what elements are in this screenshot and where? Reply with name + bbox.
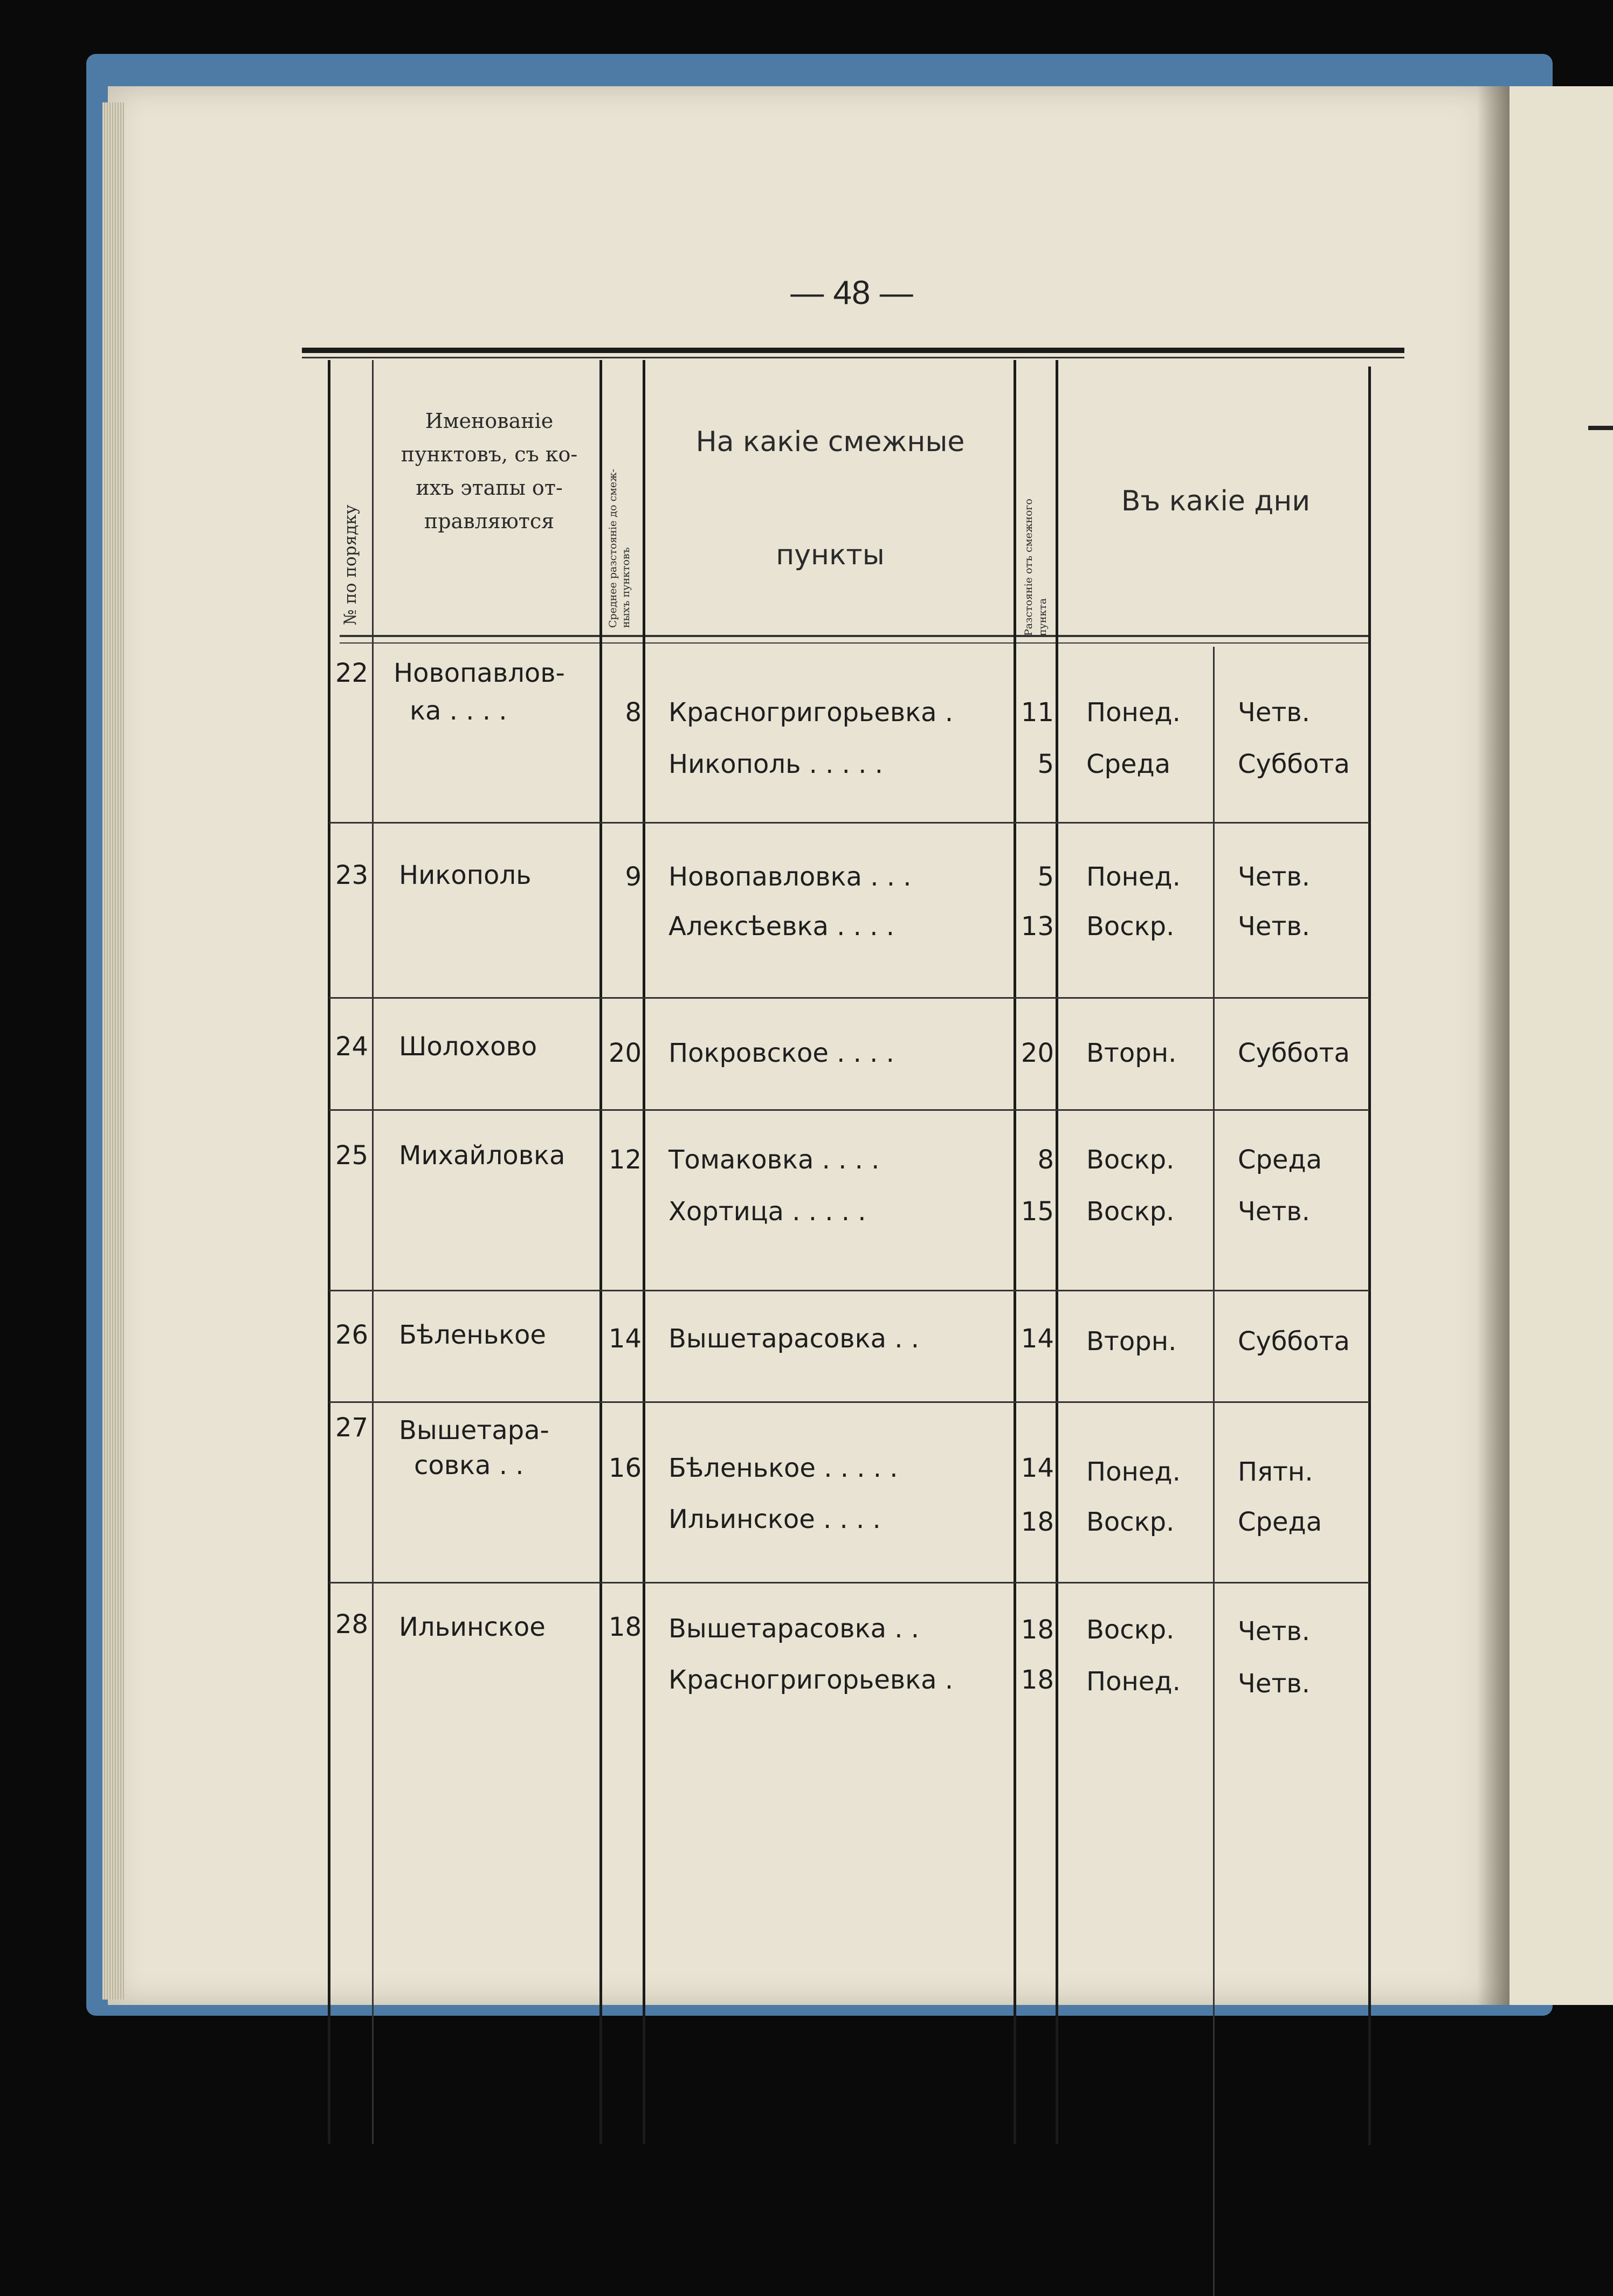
header-name-line: пунктовъ, съ ко- [401, 442, 578, 466]
destination: Алексѣевка . . . . [668, 911, 894, 942]
header-distance [1022, 499, 1050, 636]
distance: 20 [1021, 1038, 1054, 1068]
row-number: 22 [335, 658, 369, 688]
page-number: — 48 — [790, 274, 913, 312]
day: Воскр. [1086, 911, 1175, 942]
header-bottom-rule-2 [340, 642, 1369, 644]
col-rule-3 [599, 360, 602, 2144]
distance: 18 [1021, 1615, 1054, 1645]
destination: Вышетарасовка . . [668, 1614, 920, 1644]
point-name: Михайловка [399, 1140, 566, 1171]
header-distance-line: пункта [1037, 598, 1049, 636]
distance: 15 [1021, 1197, 1054, 1227]
avg-distance: 12 [608, 1145, 642, 1175]
point-name: Бѣленькое [399, 1320, 546, 1350]
header-avg-distance [606, 469, 632, 628]
day: Понед. [1086, 697, 1181, 728]
distance: 5 [1037, 862, 1054, 892]
col-rule-5 [1014, 360, 1016, 2144]
table-top-rule-thin [302, 357, 1404, 358]
distance: 14 [1021, 1453, 1054, 1483]
row-number: 26 [335, 1320, 369, 1350]
point-name: ка . . . . [410, 696, 507, 726]
row-number: 27 [335, 1413, 369, 1443]
day: Четв. [1238, 862, 1310, 892]
header-avg-line: Среднее разстояніе до смеж- [607, 468, 619, 628]
day: Четв. [1238, 1616, 1310, 1647]
col-rule-1 [328, 360, 330, 2144]
day: Четв. [1238, 911, 1310, 942]
header-adjacent-line: На какіе смежные [695, 426, 965, 458]
row-number: 24 [335, 1032, 369, 1062]
distance: 13 [1021, 911, 1054, 942]
day: Понед. [1086, 1457, 1181, 1487]
day: Воскр. [1086, 1507, 1175, 1537]
table-top-rule [302, 348, 1404, 353]
point-name: Вышетара- [399, 1415, 549, 1446]
point-name: Ильинское [399, 1612, 546, 1642]
distance: 5 [1037, 749, 1054, 779]
day: Четв. [1238, 1197, 1310, 1227]
day: Четв. [1238, 1669, 1310, 1699]
header-days: Въ какіе дни [1121, 485, 1311, 517]
header-name [377, 404, 601, 538]
row-number: 23 [335, 860, 369, 890]
destination: Красногригорьевка . [668, 1665, 954, 1695]
day: Понед. [1086, 1666, 1181, 1697]
header-avg-line: ныхъ пунктовъ [620, 547, 632, 628]
header-adjacent-line: пункты [776, 539, 885, 571]
day: Суббота [1238, 749, 1350, 779]
point-name: Новопавлов- [394, 658, 565, 688]
row-number: 25 [335, 1140, 369, 1171]
col-rule-7 [1368, 366, 1371, 2145]
avg-distance: 14 [608, 1324, 642, 1354]
distance: 14 [1021, 1324, 1054, 1354]
row-separator [329, 1109, 1369, 1111]
col-rule-6 [1056, 360, 1058, 2144]
avg-distance: 20 [608, 1038, 642, 1068]
avg-distance: 18 [608, 1612, 642, 1642]
row-separator [329, 997, 1369, 999]
destination: Вышетарасовка . . [668, 1324, 920, 1354]
header-distance-line: Разстояніе отъ смежного [1023, 499, 1035, 636]
distance: 11 [1021, 697, 1054, 728]
header-name-line: ихъ этапы от- [416, 476, 563, 500]
day: Воскр. [1086, 1615, 1175, 1645]
day: Воскр. [1086, 1145, 1175, 1175]
destination: Ильинское . . . . [668, 1504, 881, 1534]
day: Воскр. [1086, 1197, 1175, 1227]
distance: 18 [1021, 1507, 1054, 1537]
avg-distance: 8 [625, 697, 642, 728]
destination: Новопавловка . . . [668, 862, 912, 892]
destination: Никополь . . . . . [668, 749, 883, 779]
row-separator [329, 1582, 1369, 1583]
day: Суббота [1238, 1038, 1350, 1068]
header-name-line: правляются [424, 509, 555, 533]
point-name: совка . . [414, 1450, 524, 1481]
day: Пятн. [1238, 1457, 1313, 1487]
distance: 18 [1021, 1665, 1054, 1695]
destination: Хортица . . . . . [668, 1197, 866, 1227]
day: Среда [1238, 1145, 1322, 1175]
point-name: Шолохово [399, 1032, 537, 1062]
header-index: № по порядку [341, 504, 360, 625]
header-name-line: Именованіе [425, 409, 554, 433]
distance: 8 [1037, 1145, 1054, 1175]
avg-distance: 16 [608, 1453, 642, 1483]
avg-distance: 9 [625, 862, 642, 892]
day: Среда [1086, 749, 1171, 779]
row-separator [329, 1401, 1369, 1403]
row-number: 28 [335, 1609, 369, 1640]
day: Вторн. [1086, 1038, 1177, 1068]
row-separator [329, 1290, 1369, 1291]
col-rule-days [1213, 647, 1215, 2296]
day: Среда [1238, 1507, 1322, 1537]
day: Понед. [1086, 862, 1181, 892]
day: Вторн. [1086, 1326, 1177, 1357]
col-rule-4 [643, 360, 645, 2144]
header-adjacent [647, 426, 1014, 571]
header-bottom-rule [340, 635, 1369, 637]
col-rule-2 [372, 360, 374, 2144]
destination: Покровское . . . . [668, 1038, 894, 1068]
destination: Красногригорьевка . [668, 697, 954, 728]
destination: Бѣленькое . . . . . [668, 1453, 898, 1483]
day: Четв. [1238, 697, 1310, 728]
point-name: Никополь [399, 860, 532, 890]
day: Суббота [1238, 1326, 1350, 1357]
row-separator [329, 822, 1369, 824]
destination: Томаковка . . . . [668, 1145, 880, 1175]
